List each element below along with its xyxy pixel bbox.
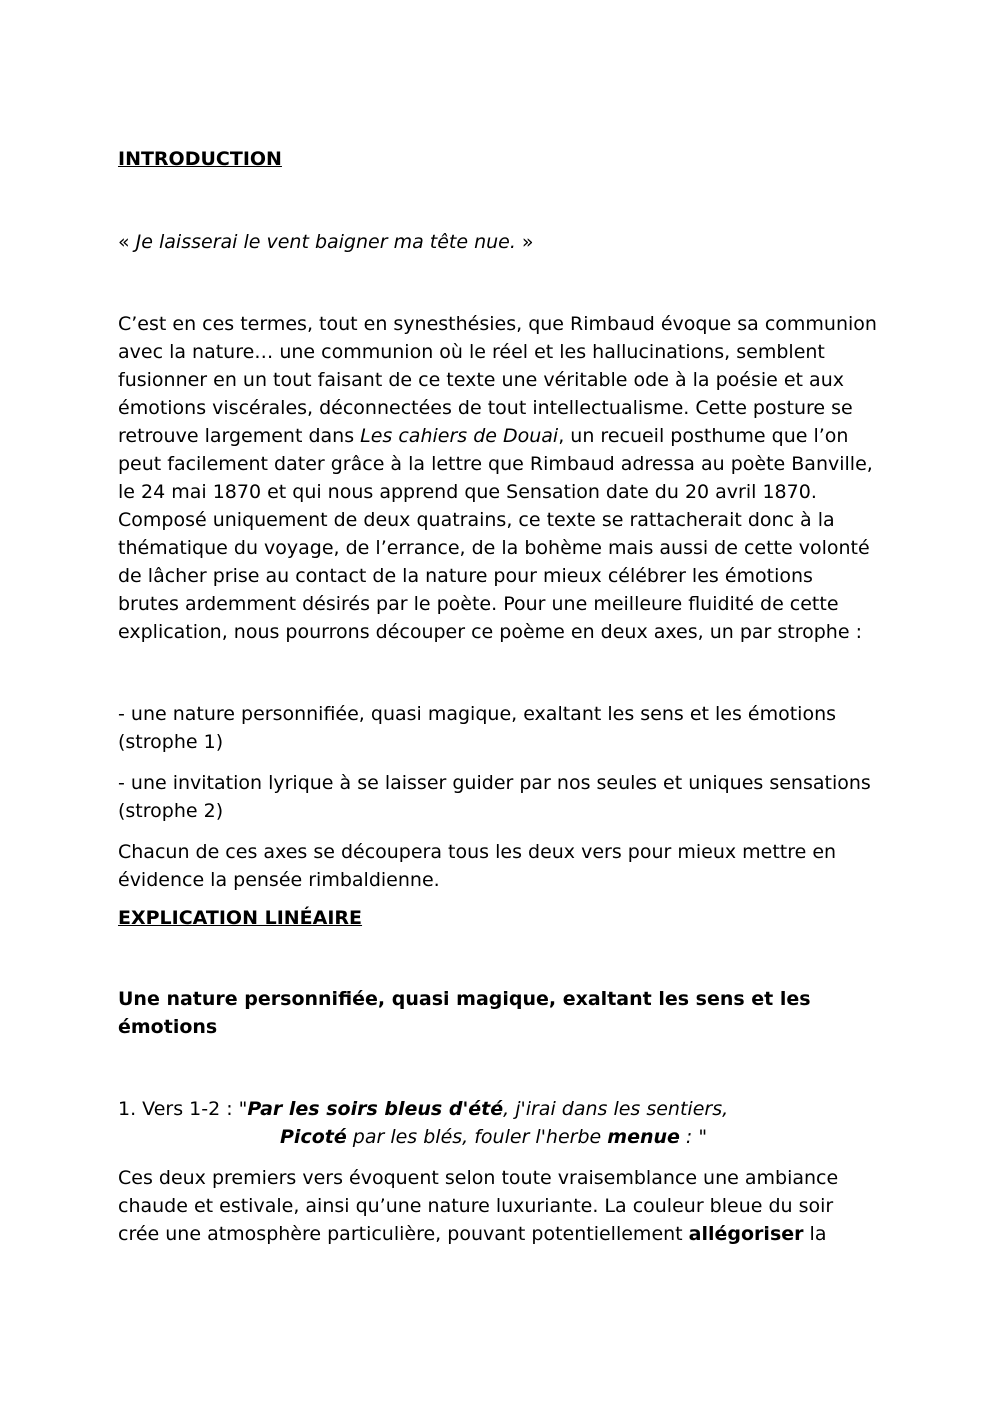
axis-item-1: - une nature personnifiée, quasi magique, exaltant les sens et les émotions (strophe 1) <box>118 703 837 753</box>
document-page <box>118 146 878 1248</box>
commentary-text-part2: la <box>803 1223 827 1245</box>
verse-line-1 <box>118 1095 878 1123</box>
quote-text: Je laisserai le vent baigner ma tête nue. <box>135 231 516 253</box>
verse-emphasis-3: menue <box>607 1126 680 1148</box>
explication-heading: EXPLICATION LINÉAIRE <box>118 907 363 929</box>
commentary-text-part1: Ces deux premiers vers évoquent selon toute vraisemblance une ambiance chaude et estivale, ainsi qu’une nature luxuriante. La couleur bleue du soir crée une atmosphère particulière, pouvant potentiellement <box>118 1167 839 1245</box>
intro-text-part1: C’est en ces termes, tout en synesthésies, que Rimbaud évoque sa communion avec la nature… une communion où le réel et les hallucinations, semblent fusionner en un tout faisant de ce texte une véritable ode à la poésie et aux émotions viscérales, déconnectées de tout intellectualisme. Cette posture se retrouve largement dans <box>118 313 877 447</box>
quote-close: » <box>515 231 534 253</box>
verse-emphasis-1: Par les soirs bleus d'été <box>247 1098 504 1120</box>
verse-line-2 <box>118 1123 878 1151</box>
commentary-paragraph <box>118 1164 878 1248</box>
commentary-emphasis: allégoriser <box>688 1223 804 1245</box>
verse-prefix: 1. Vers 1-2 : " <box>118 1098 248 1120</box>
intro-heading: INTRODUCTION <box>118 148 282 170</box>
verse-quote <box>118 1095 878 1151</box>
quote-open: « <box>118 231 136 253</box>
axis-item-2: - une invitation lyrique à se laisser guider par nos seules et uniques sensations (strophe 2) <box>118 772 871 822</box>
epigraph-quote <box>118 228 878 256</box>
intro-text-part2: , un recueil posthume que l’on peut facilement dater grâce à la lettre que Rimbaud adressa au poète Banville, le 24 mai 1870 et qui nous apprend que Sensation date du 20 avril 1870. Composé uniquement de deux quatrains, ce texte se rattacherait donc à la thématique du voyage, de l’errance, de la bohème mais aussi de cette volonté de lâcher prise au contact de la nature pour mieux célébrer les émotions brutes ardemment désirés par le poète. Pour une meilleure fluidité de cette explication, nous pourrons découper ce poème en deux axes, un par strophe : <box>118 425 873 643</box>
verse-emphasis-2: Picoté <box>280 1126 347 1148</box>
work-title: Les cahiers de Douai <box>360 425 559 447</box>
verse-line-2-mid: par les blés, fouler l'herbe <box>346 1126 608 1148</box>
axes-note: Chacun de ces axes se découpera tous les deux vers pour mieux mettre en évidence la pensée rimbaldienne. <box>118 841 837 891</box>
verse-line-1-rest: , j'irai dans les sentiers, <box>503 1098 729 1120</box>
section-title: Une nature personnifiée, quasi magique, exaltant les sens et les émotions <box>118 988 811 1038</box>
verse-line-2-end: : " <box>679 1126 708 1148</box>
intro-paragraph <box>118 310 878 646</box>
